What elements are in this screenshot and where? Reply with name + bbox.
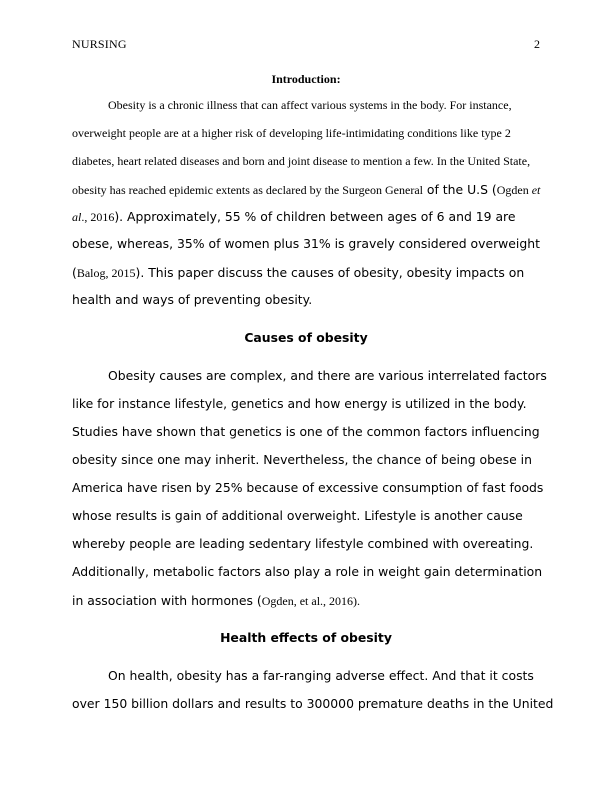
intro-line-7-open: (: [72, 265, 77, 280]
intro-line-8: health and ways of preventing obesity.: [72, 292, 313, 307]
causes-line-5: America have risen by 25% because of excessive consumption of fast foods: [72, 480, 544, 495]
intro-line-5-text: ). Approximately, 55 % of children between ages of 6 and 19 are: [114, 209, 516, 224]
intro-line-6: obese, whereas, 35% of women plus 31% is gravely considered overweight: [72, 236, 540, 251]
causes-line-4: obesity since one may inherit. Nevertheless, the chance of being obese in: [72, 452, 532, 467]
intro-line-5: [72, 208, 552, 226]
causes-line-9-text: in association with hormones (: [72, 593, 262, 608]
intro-line-4: [72, 181, 552, 199]
causes-citation: Ogden, et al., 2016).: [261, 594, 361, 608]
intro-citation-al: al: [72, 210, 82, 224]
health-line-1: On health, obesity has a far-ranging adverse effect. And that it costs: [108, 668, 534, 683]
health-line-2: over 150 billion dollars and results to 300000 premature deaths in the United: [72, 696, 554, 711]
running-head: NURSING: [72, 37, 127, 51]
intro-citation-author: Ogden: [496, 183, 532, 197]
intro-line-2: overweight people are at a higher risk of developing life-intimidating conditions like type 2: [72, 126, 511, 140]
causes-line-6: whose results is gain of additional overweight. Lifestyle is another cause: [72, 508, 523, 523]
page-number: 2: [534, 37, 540, 51]
intro-line-7-text: ). This paper discuss the causes of obesity, obesity impacts on: [135, 265, 525, 280]
causes-heading: Causes of obesity: [244, 330, 368, 345]
intro-citation-et: et: [531, 183, 541, 197]
causes-line-2: like for instance lifestyle, genetics and how energy is utilized in the body.: [72, 396, 527, 411]
intro-line-3: diabetes, heart related diseases and born and joint disease to mention a few. In the United State,: [72, 154, 531, 168]
causes-line-3: Studies have shown that genetics is one of the common factors influencing: [72, 424, 540, 439]
causes-line-1: Obesity causes are complex, and there are various interrelated factors: [108, 368, 547, 383]
causes-line-9: [72, 592, 552, 610]
intro-citation-year: ., 2016: [81, 210, 115, 224]
introduction-heading: Introduction:: [271, 72, 341, 86]
intro-line-4-text: obesity has reached epidemic extents as declared by the Surgeon General: [72, 183, 423, 197]
causes-line-7: whereby people are leading sedentary lifestyle combined with overeating.: [72, 536, 534, 551]
intro-citation-balog: Balog, 2015: [76, 266, 136, 280]
intro-line-4-mid: of the U.S (: [422, 182, 497, 197]
causes-line-8: Additionally, metabolic factors also play a role in weight gain determination: [72, 564, 543, 579]
health-effects-heading: Health effects of obesity: [220, 630, 392, 645]
intro-line-7: [72, 264, 552, 282]
intro-line-1: Obesity is a chronic illness that can affect various systems in the body. For instance,: [108, 98, 512, 112]
